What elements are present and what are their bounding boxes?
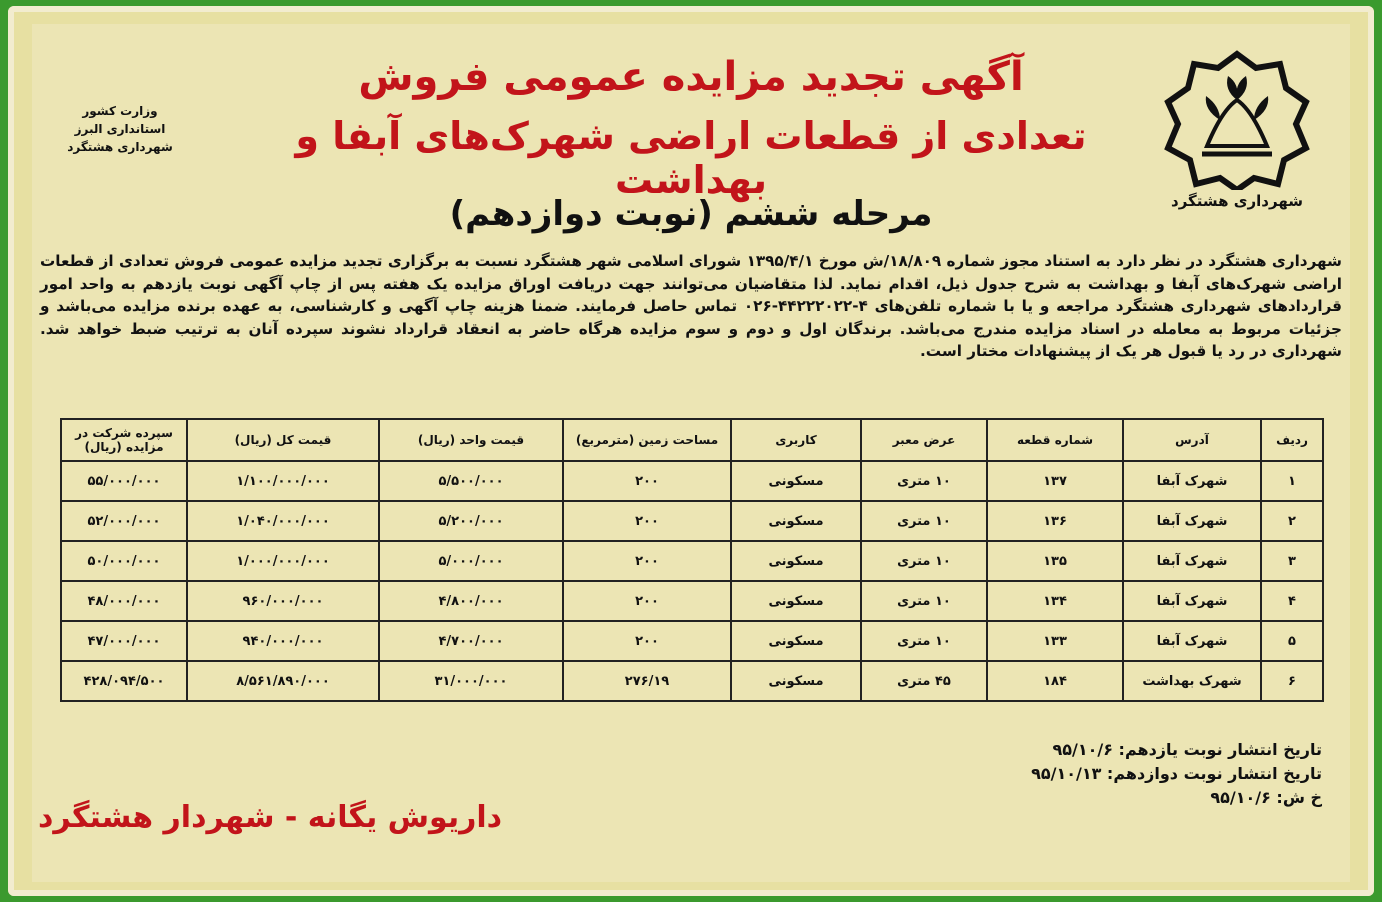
cell-row: ۶ (1261, 661, 1323, 701)
cell-total-price: ۱/۰۰۰/۰۰۰/۰۰۰ (187, 541, 379, 581)
cell-use: مسکونی (731, 501, 861, 541)
ad-body-paragraph: شهرداری هشتگرد در نظر دارد به استناد مجوز شماره ۱۸/۸۰۹/ش مورخ ۱۳۹۵/۴/۱ شورای اسلامی شهر هشتگرد نسبت به برگزاری تجدید مزایده عمومی فروش تعدادی از قطعات اراضی شهرک‌های آبفا و بهداشت به شرح جدول ذیل، اقدام نماید. لذا متقاضیان می‌توانند جهت دریافت اوراق مزایده یک هفته پس از چاپ آگهی نوبت یازدهم به واحد امور قراردادهای شهرداری هشتگرد مراجعه و یا با شماره تلفن‌های ۴-۴۴۲۲۲۰۲۲-۰۲۶ تماس حاصل فرمایند. ضمنا هزینه چاپ آگهی و کارشناسی، به عهده برنده مزایده می‌باشد و جزئیات مربوط به معامله در اسناد مزایده مندرج می‌باشد. برندگان اول و دوم و سوم مزایده هرگاه حاضر به انعقاد قرارداد نشوند سپرده آنان به ترتیب ضبط خواهد شد. شهرداری در رد یا قبول هر یک از پیشنهادات مختار است. (40, 252, 1342, 360)
col-row: ردیف (1261, 419, 1323, 461)
table-row (61, 461, 1323, 501)
cell-address: شهرک بهداشت (1123, 661, 1261, 701)
cell-row: ۱ (1261, 461, 1323, 501)
cell-address: شهرک آبفا (1123, 541, 1261, 581)
cell-area: ۲۰۰ (563, 501, 731, 541)
col-area: مساحت زمین (مترمربع) (563, 419, 731, 461)
cell-deposit: ۵۵/۰۰۰/۰۰۰ (61, 461, 187, 501)
cell-area: ۲۰۰ (563, 461, 731, 501)
table-row (61, 501, 1323, 541)
cell-width: ۱۰ متری (861, 621, 987, 661)
cell-width: ۱۰ متری (861, 541, 987, 581)
cell-use: مسکونی (731, 461, 861, 501)
col-width: عرض معبر (861, 419, 987, 461)
cell-use: مسکونی (731, 661, 861, 701)
cell-unit-price: ۳۱/۰۰۰/۰۰۰ (379, 661, 563, 701)
table-header-row (61, 419, 1323, 461)
cell-deposit: ۴۸/۰۰۰/۰۰۰ (61, 581, 187, 621)
cell-address: شهرک آبفا (1123, 501, 1261, 541)
cell-lot: ۱۳۶ (987, 501, 1123, 541)
publication-dates (1031, 738, 1322, 810)
table-row (61, 541, 1323, 581)
ministry-line: استانداری البرز (74, 122, 166, 136)
col-total-price: قیمت کل (ریال) (187, 419, 379, 461)
cell-use: مسکونی (731, 621, 861, 661)
cell-address: شهرک آبفا (1123, 581, 1261, 621)
cell-lot: ۱۳۳ (987, 621, 1123, 661)
cell-unit-price: ۵/۰۰۰/۰۰۰ (379, 541, 563, 581)
cell-lot: ۱۳۷ (987, 461, 1123, 501)
cell-deposit: ۴۷/۰۰۰/۰۰۰ (61, 621, 187, 661)
cell-use: مسکونی (731, 581, 861, 621)
ad-title: آگهی تجدید مزایده عمومی فروش (358, 54, 1024, 100)
cell-area: ۲۰۰ (563, 621, 731, 661)
cell-width: ۱۰ متری (861, 581, 987, 621)
ministry-line: وزارت کشور (82, 104, 158, 118)
cell-unit-price: ۴/۸۰۰/۰۰۰ (379, 581, 563, 621)
table-row (61, 621, 1323, 661)
publish-date-twelfth: تاریخ انتشار نوبت دوازدهم: ۹۵/۱۰/۱۳ (1031, 764, 1322, 783)
cell-row: ۵ (1261, 621, 1323, 661)
cell-width: ۱۰ متری (861, 501, 987, 541)
col-lot: شماره قطعه (987, 419, 1123, 461)
publish-date-eleventh: تاریخ انتشار نوبت یازدهم: ۹۵/۱۰/۶ (1052, 740, 1322, 759)
table-row (61, 661, 1323, 701)
cell-unit-price: ۵/۵۰۰/۰۰۰ (379, 461, 563, 501)
ministry-line: شهرداری هشتگرد (67, 140, 173, 154)
cell-total-price: ۹۴۰/۰۰۰/۰۰۰ (187, 621, 379, 661)
ad-subtitle: تعدادی از قطعات اراضی شهرک‌های آبفا و بهداشت (295, 114, 1087, 202)
ministry-block (60, 102, 180, 156)
cell-row: ۳ (1261, 541, 1323, 581)
cell-address: شهرک آبفا (1123, 461, 1261, 501)
col-address: آدرس (1123, 419, 1261, 461)
table-row (61, 581, 1323, 621)
cell-total-price: ۱/۱۰۰/۰۰۰/۰۰۰ (187, 461, 379, 501)
cell-deposit: ۵۲/۰۰۰/۰۰۰ (61, 501, 187, 541)
cell-lot: ۱۳۴ (987, 581, 1123, 621)
auction-table (60, 418, 1324, 702)
reference-code: خ ش: ۹۵/۱۰/۶ (1210, 788, 1322, 807)
cell-lot: ۱۸۴ (987, 661, 1123, 701)
cell-use: مسکونی (731, 541, 861, 581)
cell-row: ۴ (1261, 581, 1323, 621)
cell-row: ۲ (1261, 501, 1323, 541)
logo-emblem-icon (1162, 50, 1312, 190)
col-use: کاربری (731, 419, 861, 461)
cell-unit-price: ۵/۲۰۰/۰۰۰ (379, 501, 563, 541)
cell-total-price: ۹۶۰/۰۰۰/۰۰۰ (187, 581, 379, 621)
municipality-logo (1152, 50, 1322, 220)
cell-deposit: ۴۲۸/۰۹۴/۵۰۰ (61, 661, 187, 701)
cell-total-price: ۸/۵۶۱/۸۹۰/۰۰۰ (187, 661, 379, 701)
logo-caption: شهرداری هشتگرد (1171, 192, 1303, 210)
cell-area: ۲۷۶/۱۹ (563, 661, 731, 701)
col-deposit: سپرده شرکت در مزایده (ریال) (61, 419, 187, 461)
cell-total-price: ۱/۰۴۰/۰۰۰/۰۰۰ (187, 501, 379, 541)
col-unit-price: قیمت واحد (ریال) (379, 419, 563, 461)
cell-width: ۴۵ متری (861, 661, 987, 701)
cell-unit-price: ۴/۷۰۰/۰۰۰ (379, 621, 563, 661)
cell-area: ۲۰۰ (563, 581, 731, 621)
cell-deposit: ۵۰/۰۰۰/۰۰۰ (61, 541, 187, 581)
cell-area: ۲۰۰ (563, 541, 731, 581)
cell-lot: ۱۳۵ (987, 541, 1123, 581)
ad-stage: مرحله ششم (نوبت دوازدهم) (449, 194, 933, 234)
cell-width: ۱۰ متری (861, 461, 987, 501)
mayor-signature: داریوش یگانه - شهردار هشتگرد (38, 800, 503, 835)
cell-address: شهرک آبفا (1123, 621, 1261, 661)
